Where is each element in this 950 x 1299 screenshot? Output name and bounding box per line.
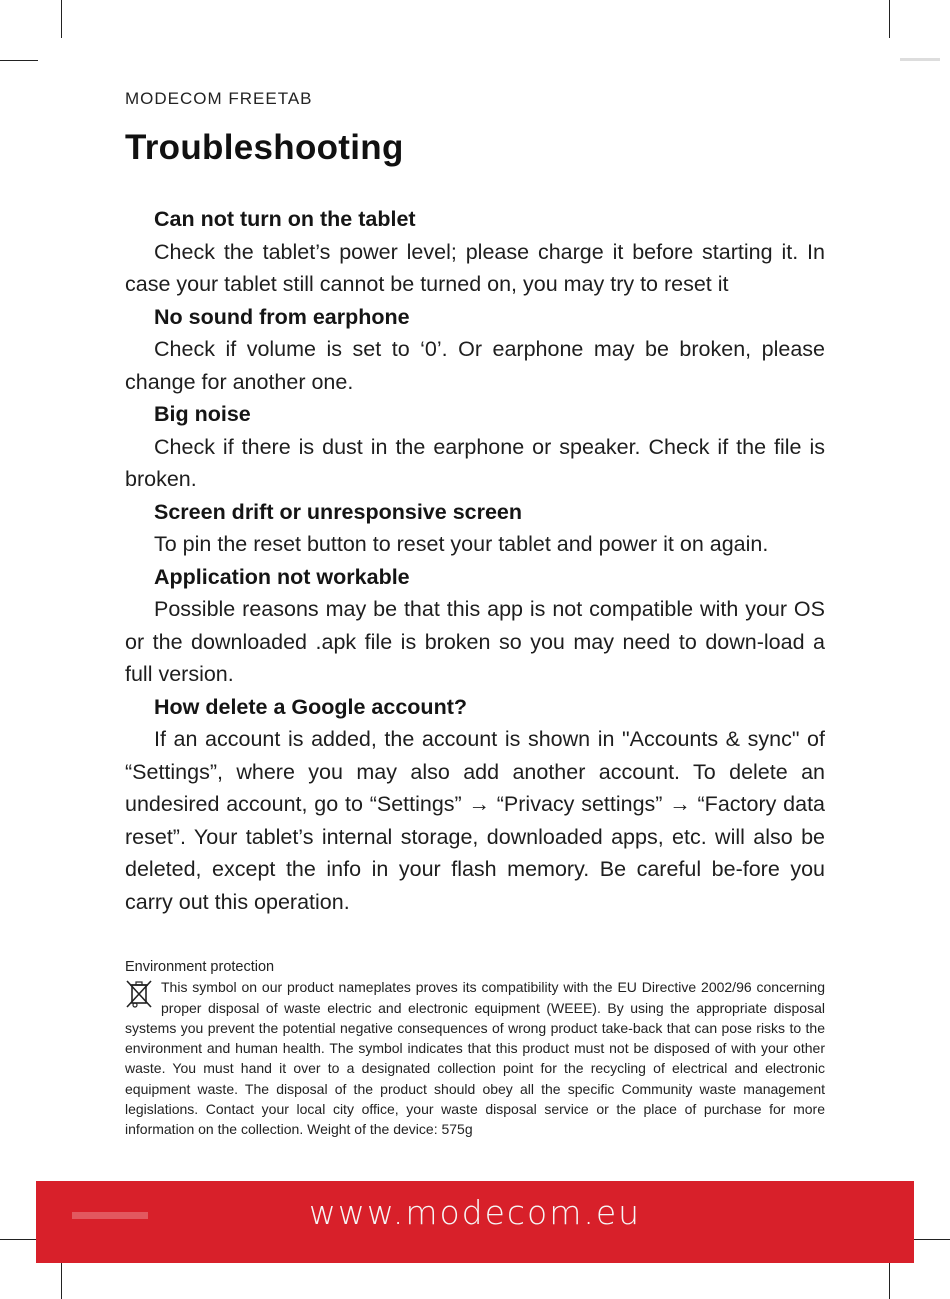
crop-mark-top-left <box>61 0 62 38</box>
answer-text: If an account is added, the account is shown in "Accounts & sync" of “Settings”, where you may also add another account. To delete an undesired account, go to “Settings” → “Privacy settings” → “Factory data reset”. Your tablet’s internal storage, downloaded apps, etc. will also be deleted, except the info in your flash memory. Be careful be-fore you carry out this operation. <box>125 727 825 914</box>
footer-url-link[interactable]: www.modecom.eu <box>308 1193 642 1232</box>
question-heading: Big noise <box>154 402 251 426</box>
environment-protection <box>125 957 825 1140</box>
troubleshooting-list <box>125 203 825 918</box>
corner-mark <box>900 58 940 61</box>
question-heading: Application not workable <box>154 564 410 589</box>
question-heading: Screen drift or unresponsive screen <box>154 499 523 524</box>
environment-text: This symbol on our product nameplates proves its compatibility with the EU Directive 2002/96 concerning proper disposal of waste electric and electronic equipment (WEEE). By using the appropriate disposal systems you prevent the potential negative consequences of wrong product take-back that can pose risks to the environment and human health. The symbol indicates that this product must not be disposed of with your other waste. You must hand it over to a designated collection point for the recycling of electrical and electronic equipment waste. The disposal of the product should obey all the specific Community waste management legislations. Contact your local city office, your waste disposal service or the place of purchase for more information on the collection. Weight of the device: 575g <box>125 979 825 1138</box>
crop-mark-left-top <box>0 60 38 61</box>
answer-text: Check the tablet’s power level; please charge it before starting it. In case your tablet still cannot be turned on, you may try to reset it <box>125 239 825 296</box>
answer-text: Check if there is dust in the earphone or speaker. Check if the file is broken. <box>125 434 825 491</box>
question-heading: Can not turn on the tablet <box>154 207 416 231</box>
answer-text: To pin the reset button to reset your tablet and power it on again. <box>154 532 769 556</box>
crop-mark-bottom-right <box>889 1261 890 1299</box>
crop-mark-left-bottom <box>0 1239 38 1240</box>
environment-title: Environment protection <box>125 959 275 975</box>
crop-mark-right-bottom <box>912 1239 950 1240</box>
weee-crossed-bin-icon <box>125 979 153 1009</box>
brand-header: MODECOM FREETAB <box>125 89 313 108</box>
crop-mark-bottom-left <box>61 1261 62 1299</box>
footer-bar <box>36 1181 914 1263</box>
crop-mark-top-right <box>889 0 890 38</box>
answer-text: Possible reasons may be that this app is not compatible with your OS or the downloaded .apk file is broken so you may need to down-load a full version. <box>125 597 825 686</box>
question-heading: No sound from earphone <box>154 304 410 329</box>
page-title: Troubleshooting <box>125 128 404 167</box>
question-heading: How delete a Google account? <box>154 694 467 719</box>
answer-text: Check if volume is set to ‘0’. Or earphone may be broken, please change for another one. <box>125 337 825 394</box>
